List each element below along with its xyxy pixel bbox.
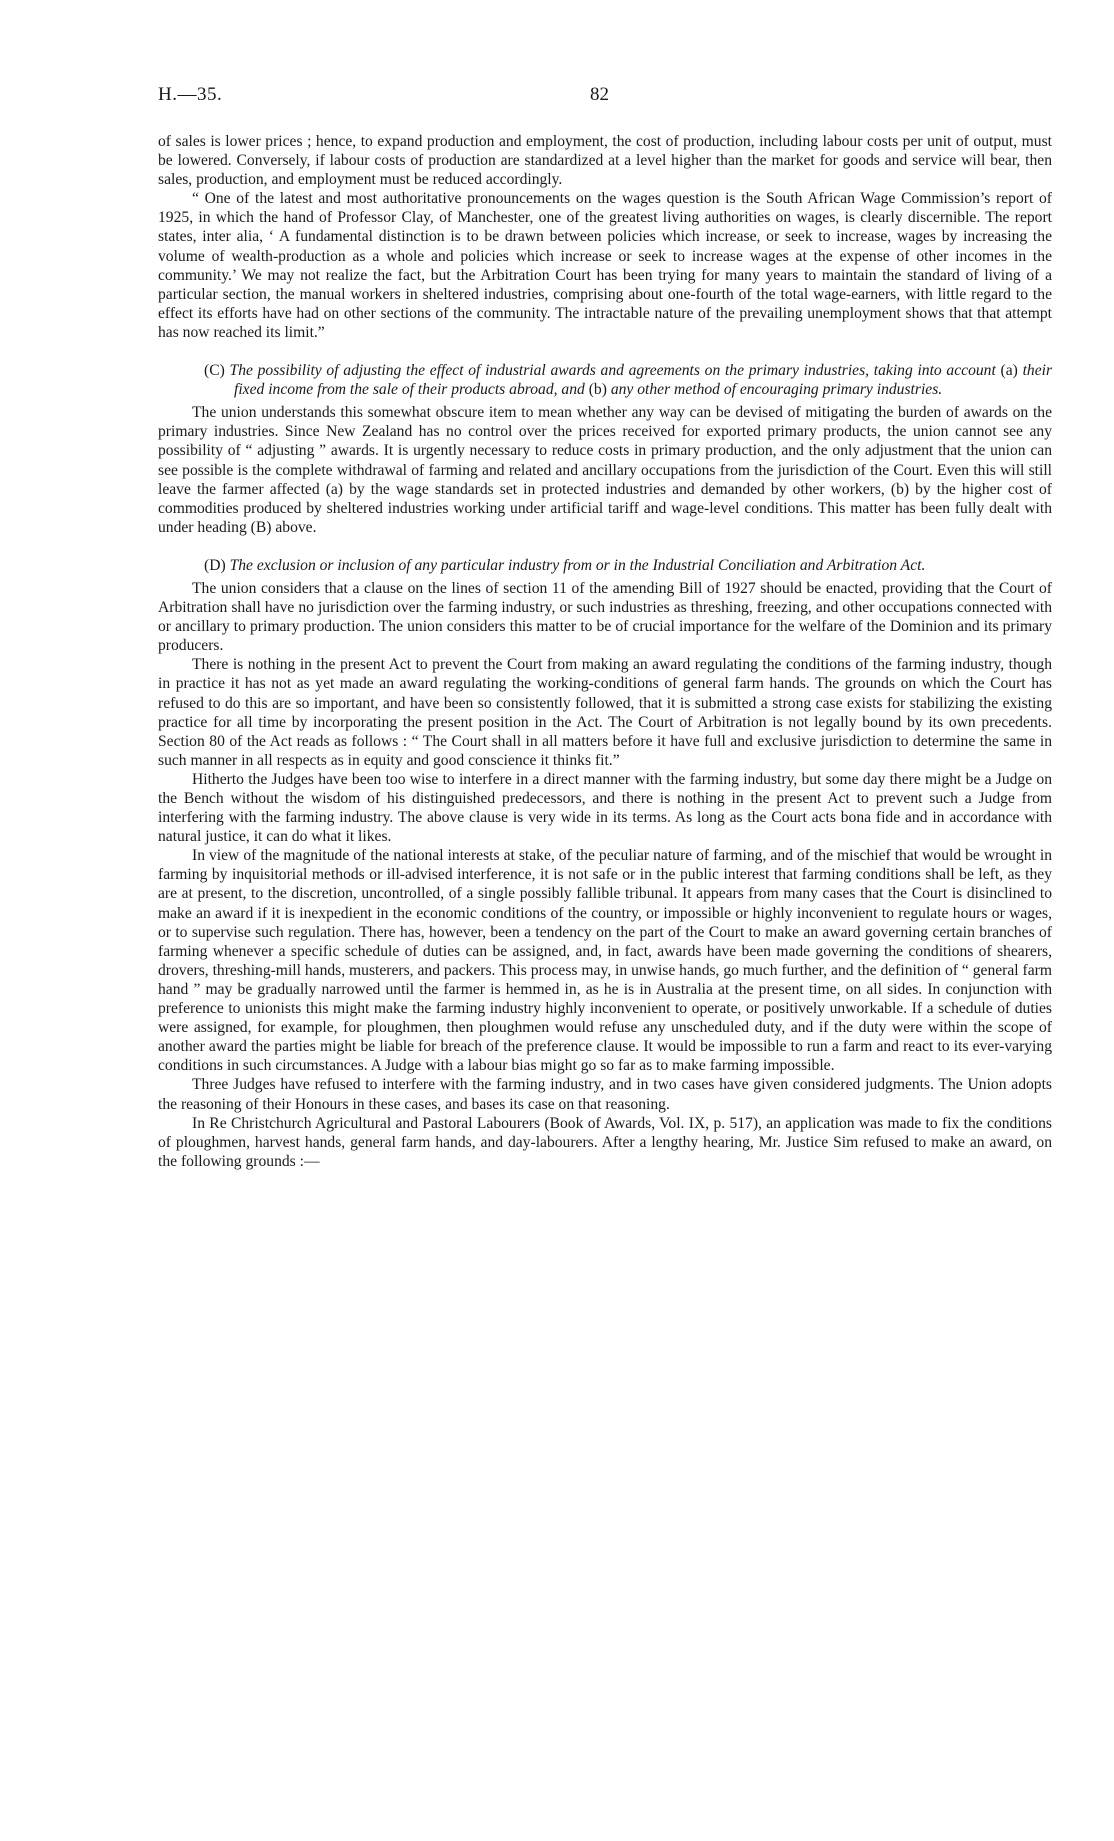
page-header [158, 84, 1050, 110]
paragraph: The union understands this somewhat obscure item to mean whether any way can be devised of mitigating the burden of awards on the primary industries. Since New Zealand has no control over the prices received for exported primary products, the union cannot see any possibility of “ adjusting ” awards. It is urgently necessary to reduce costs in primary production, and the only adjustment that the union can see possible is the complete withdrawal of farming and related and ancillary occupations from the jurisdiction of the Court. Even this will still leave the farmer affected (a) by the wage standards set in protected industries and demanded by other workers, (b) by the higher cost of commodities produced by sheltered industries working under artificial tariff and wage-level conditions. This matter has been fully dealt with under heading (B) above. [158, 404, 1052, 536]
page-number: 82 [590, 84, 609, 105]
section-title-marker: (a) [1000, 362, 1018, 380]
paragraph: Three Judges have refused to interfere with the farming industry, and in two cases have given considered judgments. The Union adopts the reasoning of their Honours in these cases, and bases its case on that reasoning. [158, 1076, 1052, 1113]
section-letter: (D) [204, 556, 226, 574]
section-title-marker: (b) [588, 381, 607, 399]
paragraph: There is nothing in the present Act to prevent the Court from making an award regulating the conditions of the farming industry, though in practice it has not as yet made an award regulating the working-conditions of general farm hands. The grounds on which the Court has refused to do this are so important, and have been so consistently followed, that it is submitted a strong case exists for stabilizing the existing practice for all time by incorporating the present position in the Act. The Court of Arbitration is not legally bound by its own precedents. Section 80 of the Act reads as follows : “ The Court shall in all matters before it have full and exclusive jurisdiction to determine the same in such manner in all respects as in equity and good conscience it thinks fit.” [158, 656, 1052, 769]
section-heading-d [158, 556, 1052, 575]
section-title: any other method of encouraging primary industries. [610, 381, 943, 399]
section-heading-c [158, 361, 1052, 399]
section-letter: (C) [204, 362, 225, 380]
paragraph: “ One of the latest and most authoritative pronouncements on the wages question is the South African Wage Commission’s report of 1925, in which the hand of Professor Clay, of Manchester, one of the greatest living authorities on wages, is clearly discernible. The report states, inter alia, ‘ A fundamental distinction is to be drawn between policies which increase, or seek to increase, wages by increasing the volume of wealth-production as a whole and policies which increase or seek to increase wages at the expense of other incomes in the community.’ We may not realize the fact, but the Arbitration Court has been trying for many years to maintain the standard of living of a particular section, the manual workers in sheltered industries, comprising about one-fourth of the total wage-earners, with little regard to the effect its efforts have had on other sections of the community. The intractable nature of the prevailing unemployment shows that that attempt has now reached its limit.” [158, 190, 1052, 341]
document-reference: H.—35. [158, 84, 223, 105]
section-title: their fixed income from the sale of their products abroad, and [234, 362, 1053, 399]
paragraph: of sales is lower prices ; hence, to expand production and employment, the cost of production, including labour costs per unit of output, must be lowered. Conversely, if labour costs of production are standardized at a level higher than the market for goods and service will bear, then sales, production, and employment must be reduced accordingly. [158, 133, 1052, 189]
paragraph: The union considers that a clause on the lines of section 11 of the amending Bill of 1927 should be enacted, providing that the Court of Arbitration shall have no jurisdiction over the farming industry, or such industries as threshing, freezing, and other occupations connected with or ancillary to primary production. The union considers this matter to be of crucial importance for the welfare of the Dominion and its primary producers. [158, 579, 1052, 655]
paragraph: Hitherto the Judges have been too wise to interfere in a direct manner with the farming industry, but some day there might be a Judge on the Bench without the wisdom of his distinguished predecessors, and there is nothing in the present Act to prevent such a Judge from interfering with the farming industry. The above clause is very wide in its terms. As long as the Court acts bona fide and in accordance with natural justice, it can do what it likes. [158, 770, 1052, 846]
section-title: The exclusion or inclusion of any particular industry from or in the Industrial Conciliation and Arbitration Act. [229, 556, 926, 574]
paragraph: In view of the magnitude of the national interests at stake, of the peculiar nature of farming, and of the mischief that would be wrought in farming by inquisitorial methods or ill-advised interference, it is not safe or in the public interest that farming conditions shall be left, as they are at present, to the discretion, uncontrolled, of a single possibly fallible tribunal. It appears from many cases that the Court is disinclined to make an award if it is inexpedient in the economic conditions of the country, or impossible or highly inconvenient to regulate hours or wages, or to supervise such regulation. There has, however, been a tendency on the part of the Court to make an award governing certain branches of farming whenever a specific schedule of duties can be assigned, and, in fact, awards have been made governing the conditions of shearers, drovers, threshing-mill hands, musterers, and packers. This process may, in unwise hands, go much further, and the definition of “ general farm hand ” may be gradually narrowed until the farmer is hemmed in, as he is in Australia at the present time, on all sides. In conjunction with preference to unionists this might make the farming industry highly inconvenient to operate, or positively unworkable. If a schedule of duties were assigned, for example, for ploughmen, then ploughmen would refuse any unscheduled duty, and if the duty were within the scope of another award the parties might be liable for breach of the preference clause. It would be impossible to run a farm and react to its ever-varying conditions in such circumstances. A Judge with a labour bias might go so far as to make farming impossible. [158, 847, 1052, 1075]
section-title: The possibility of adjusting the effect of industrial awards and agreements on the primary industries, taking into account [229, 362, 996, 380]
paragraph: In Re Christchurch Agricultural and Pastoral Labourers (Book of Awards, Vol. IX, p. 517), an application was made to fix the conditions of ploughmen, harvest hands, general farm hands, and day-labourers. After a lengthy hearing, Mr. Justice Sim refused to make an award, on the following grounds :— [158, 1114, 1052, 1170]
document-body [158, 132, 1052, 1171]
